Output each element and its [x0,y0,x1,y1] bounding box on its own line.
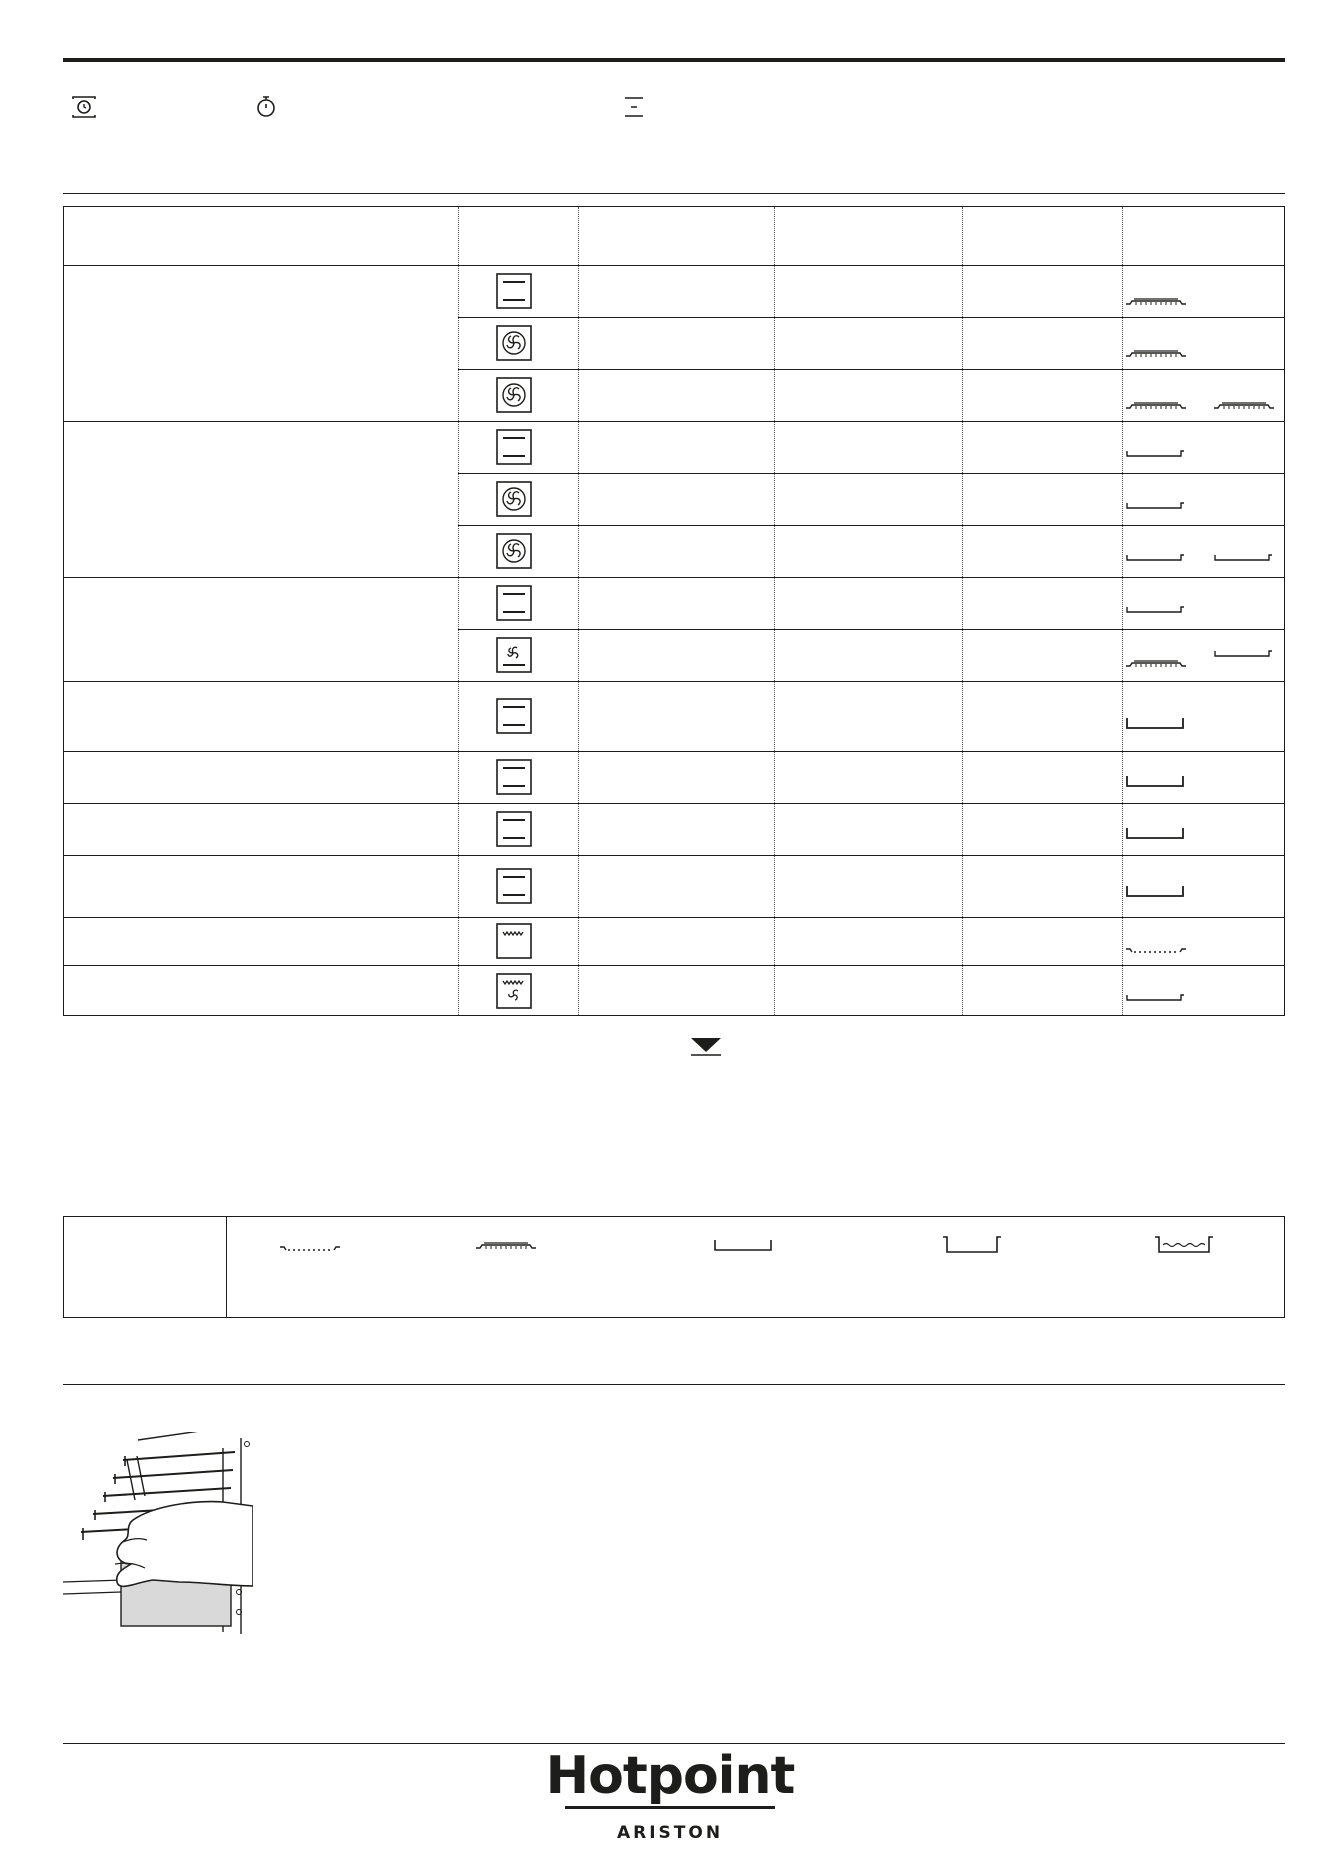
brand-underline [565,1806,775,1809]
section-rule [63,193,1285,194]
dish-icon [1124,715,1188,733]
subrow-rule [458,369,1284,370]
conventional-icon [496,811,532,847]
baking-tray-icon [1124,655,1188,671]
conventional-icon [496,698,532,734]
section-rule [63,1384,1285,1385]
column-divider [1122,207,1123,1015]
column-divider [578,207,579,1015]
group-rule [64,855,1284,856]
subrow-rule [458,525,1284,526]
wire-shelf-icon [1124,603,1188,619]
conventional-icon [496,585,532,621]
upper-lower-heating-icon [620,93,648,121]
baking-tray-icon [1212,397,1276,413]
top-rule [63,58,1285,62]
column-divider [458,207,459,1015]
cooking-table [63,206,1285,1016]
conventional-icon [496,868,532,904]
fan-icon [496,481,532,517]
subrow-rule [458,317,1284,318]
grill-icon [496,923,532,959]
group-rule [64,917,1284,918]
conventional-icon [496,759,532,795]
group-rule [64,421,1284,422]
shallow-dish-icon [712,1237,776,1255]
brand-name: Hotpoint [545,1746,795,1806]
conventional-icon [496,429,532,465]
subrow-rule [458,629,1284,630]
baking-tray-icon [474,1237,538,1253]
oven-rack-illustration [63,1432,253,1636]
dish-icon [1124,773,1188,791]
brand-logo [540,1748,800,1843]
column-divider [226,1217,227,1317]
dish-icon [1124,883,1188,901]
baking-tray-icon [1124,397,1188,413]
footer-rule [63,1743,1285,1744]
subrow-rule [458,473,1284,474]
column-divider [774,207,775,1015]
deep-dish-icon [942,1233,1006,1257]
group-rule [64,751,1284,752]
group-rule [64,803,1284,804]
baking-tray-icon [1124,293,1188,309]
group-rule [64,577,1284,578]
baking-tray-icon [1124,345,1188,361]
fan-icon [496,533,532,569]
drip-tray-icon [278,1239,342,1255]
column-divider [962,207,963,1015]
brand-subtitle: ARISTON [616,1823,724,1843]
wire-shelf-icon [1212,551,1276,567]
wire-shelf-icon [1124,991,1188,1007]
wire-shelf-icon [1124,551,1188,567]
timer-icon [252,93,280,121]
water-dish-icon [1154,1233,1218,1257]
end-time-icon [70,93,98,121]
wire-shelf-icon [1124,499,1188,515]
fan-grill-icon [496,973,532,1009]
dish-icon [1124,825,1188,843]
wire-shelf-icon [1212,647,1276,663]
fan-bottom-heat-icon [496,637,532,673]
table-header-rule [64,265,1284,266]
drip-tray-icon [1124,941,1188,957]
wire-shelf-icon [1124,447,1188,463]
accessories-table [63,1216,1285,1318]
down-arrow-icon [691,1038,721,1056]
conventional-icon [496,273,532,309]
fan-icon [496,325,532,361]
fan-icon [496,377,532,413]
group-rule [64,681,1284,682]
group-rule [64,965,1284,966]
